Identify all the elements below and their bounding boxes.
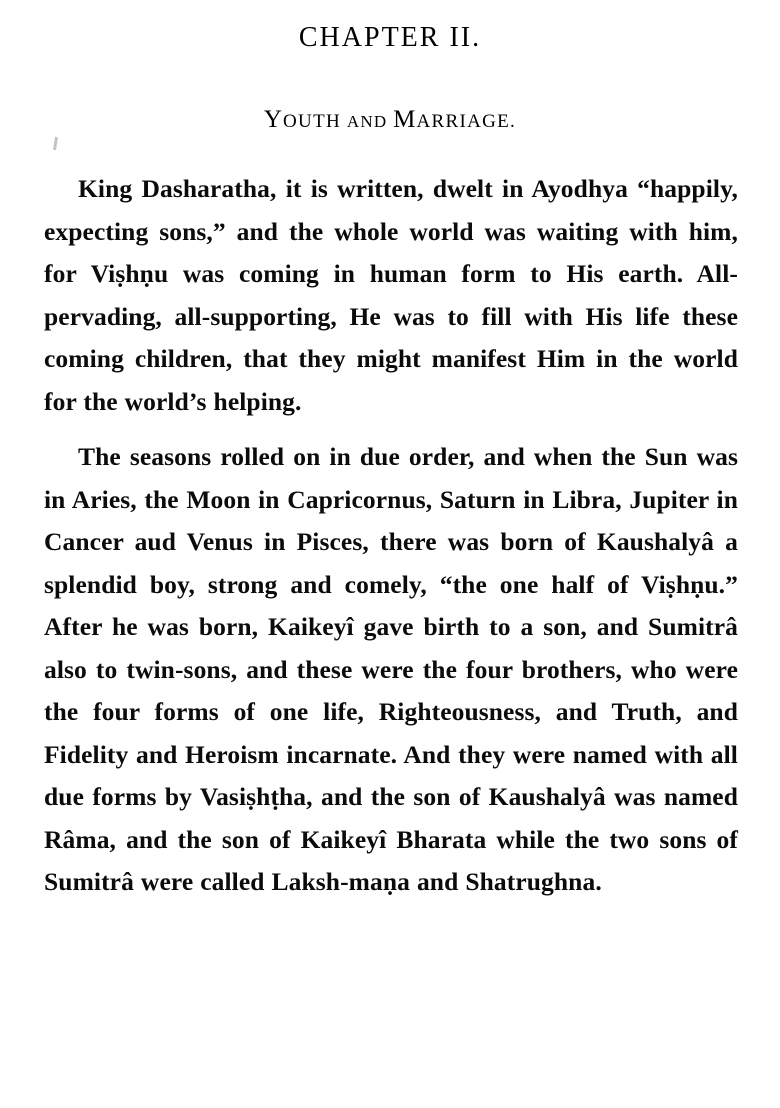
body-text (44, 168, 738, 904)
section-heading-word-and: AND (346, 112, 388, 131)
section-heading-word-marriage (393, 106, 517, 133)
margin-ink-speck (53, 137, 58, 150)
section-heading-rest-outh: OUTH (283, 111, 342, 132)
section-heading-initial-m: M (393, 106, 417, 133)
chapter-heading: CHAPTER II. (298, 22, 482, 53)
section-heading-initial-y: Y (263, 106, 284, 133)
section-heading-word-youth (263, 106, 342, 133)
paragraph: The seasons rolled on in due order, and when the Sun was in Aries, the Moon in Capricornus, Saturn in Libra, Jupiter in Cancer aud Venus in Pisces, there was born of Kaushalyâ a splendid boy, strong and comely, “the one half of Viṣhṇu.” After he was born, Kaikeyî gave birth to a son, and Sumitrâ also to twin-sons, and these were the four brothers, who were the four forms of one life, Righteousness, and Truth, and Fidelity and Heroism incarnate. And they were named with all due forms by Vasiṣhṭha, and the son of Kaushalyâ was named Râma, and the son of Kaikeyî Bharata while the two sons of Sumitrâ were called Laksh‑maṇa and Shatrughna. (44, 442, 738, 896)
section-heading (0, 54, 780, 134)
paragraph: King Dasharatha, it is written, dwelt in Ayodhya “happily, expecting sons,” and the whole world was waiting with him, for Viṣhṇu was coming in human form to His earth. All-pervading, all-supporting, He was to fill with His life these coming children, that they might manifest Him in the world for the world’s helping. (44, 174, 738, 416)
section-heading-rest-arriage: ARRIAGE. (416, 111, 517, 132)
